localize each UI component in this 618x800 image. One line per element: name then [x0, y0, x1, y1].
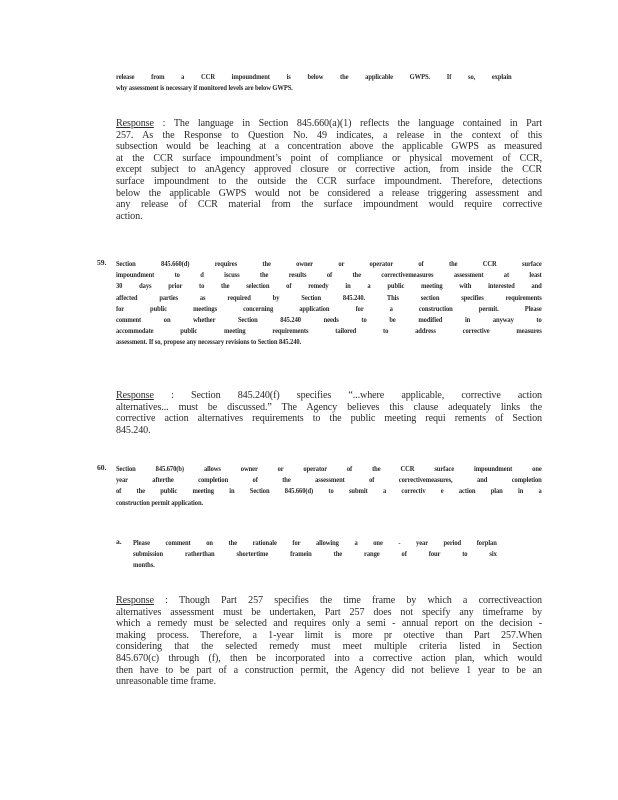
text-line: surface impoundment to the outside the CCR surface impoundment. Therefore, detections [116, 175, 542, 187]
question-paragraph [116, 258, 542, 348]
question-paragraph [116, 463, 542, 508]
response-label: Response [116, 595, 154, 606]
text-line: Section 845.670(b) allows owner or operator of the CCR surface impoundment one [116, 464, 542, 473]
response-paragraph [116, 390, 542, 436]
text-line: for public meetings concerning application for a construction permit. Please [116, 303, 542, 313]
sub-question-paragraph [133, 537, 497, 571]
text-line: which a remedy must be selected and requires only a semi - annual report on the decision - [116, 618, 542, 630]
text-line: 257. As the Response to Question No. 49 indicates, a release in the context of this [116, 129, 542, 141]
question-number: 60. [97, 463, 107, 472]
text-line: alternatives... must be discussed.” The Agency believes this clause adequately links the [116, 401, 542, 413]
text-line: months. [133, 560, 155, 570]
text-line: making process. Therefore, a 1-year limit is more pr otective than Part 257.When [116, 629, 542, 641]
text-line: release from a CCR impoundment is below the applicable GWPS. If so, explain [116, 72, 512, 81]
text-line: why assessment is necessary if monitored levels are below GWPS. [116, 83, 293, 93]
response-paragraph [116, 118, 542, 222]
text-line: comment on whether Section 845.240 needs to be modified in anyway to [116, 315, 542, 325]
text-line: unreasonable time frame. [116, 676, 216, 688]
text-line: accommodate public meeting requirements tailored to address corrective measures [116, 326, 542, 336]
text-line: impoundment to d iscuss the results of the correctivemeasures assessment at least [116, 270, 542, 280]
text-line: Please comment on the rationale for allowing a one - year period forplan [133, 538, 497, 547]
text-line: 30 days prior to the selection of remedy in a public meeting with interested and [116, 281, 542, 291]
text-line: year afterthe completion of the assessment of correctivemeasures, and completion [116, 475, 542, 485]
text-line: construction permit application. [116, 497, 204, 507]
text-line: : The language in Section 845.660(a)(1) reflects the language contained in Part [162, 118, 542, 129]
text-line: assessment. If so, propose any necessary revisions to Section 845.240. [116, 337, 302, 347]
text-line: of the public meeting in Section 845.660(d) to submit a correctiv e action plan in a [116, 486, 542, 496]
text-line: : Though Part 257 specifies the time frame by which a correctiveaction [165, 595, 542, 606]
text-line: affected parties as required by Section 845.240. This section specifies requirements [116, 292, 542, 302]
text-line: subsection would be leaching at a concentration above the applicable GWPS as measured [116, 141, 542, 153]
question-continuation [116, 71, 512, 93]
text-line: below the applicable GWPS would not be considered a release triggering assessment and [116, 187, 542, 199]
text-line: 845.240. [116, 424, 151, 436]
response-label: Response [116, 390, 154, 401]
response-label: Response [116, 118, 154, 129]
text-line: alternatives assessment must be undertaken, Part 257 does not specify any timeframe by [116, 606, 542, 618]
text-line: except subject to anAgency approved closure or corrective action, from inside the CCR [116, 164, 542, 176]
question-number: 59. [97, 258, 107, 267]
text-line: Section 845.660(d) requires the owner or operator of the CCR surface [116, 259, 542, 268]
response-paragraph [116, 595, 542, 688]
text-line: at the CCR surface impoundment’s point of compliance or physical movement of CCR, [116, 152, 542, 164]
sub-question-letter: a. [116, 537, 122, 546]
text-line: action. [116, 210, 143, 222]
text-line: corrective action alternatives requirements to the public meeting requi rements of Section [116, 413, 542, 425]
text-line: any release of CCR material from the surface impoundment would require corrective [116, 199, 542, 211]
text-line: considering that the selected remedy must meet multiple criteria listed in Section [116, 641, 542, 653]
text-line: submission ratherthan shortertime framein the range of four to six [133, 549, 497, 559]
text-line: then have to be part of a construction permit, the Agency did not believe 1 year to be an [116, 664, 542, 676]
text-line: 845.670(c) through (f), then be incorporated into a corrective action plan, which would [116, 652, 542, 664]
text-line: : Section 845.240(f) specifies “...where applicable, corrective action [171, 390, 542, 401]
